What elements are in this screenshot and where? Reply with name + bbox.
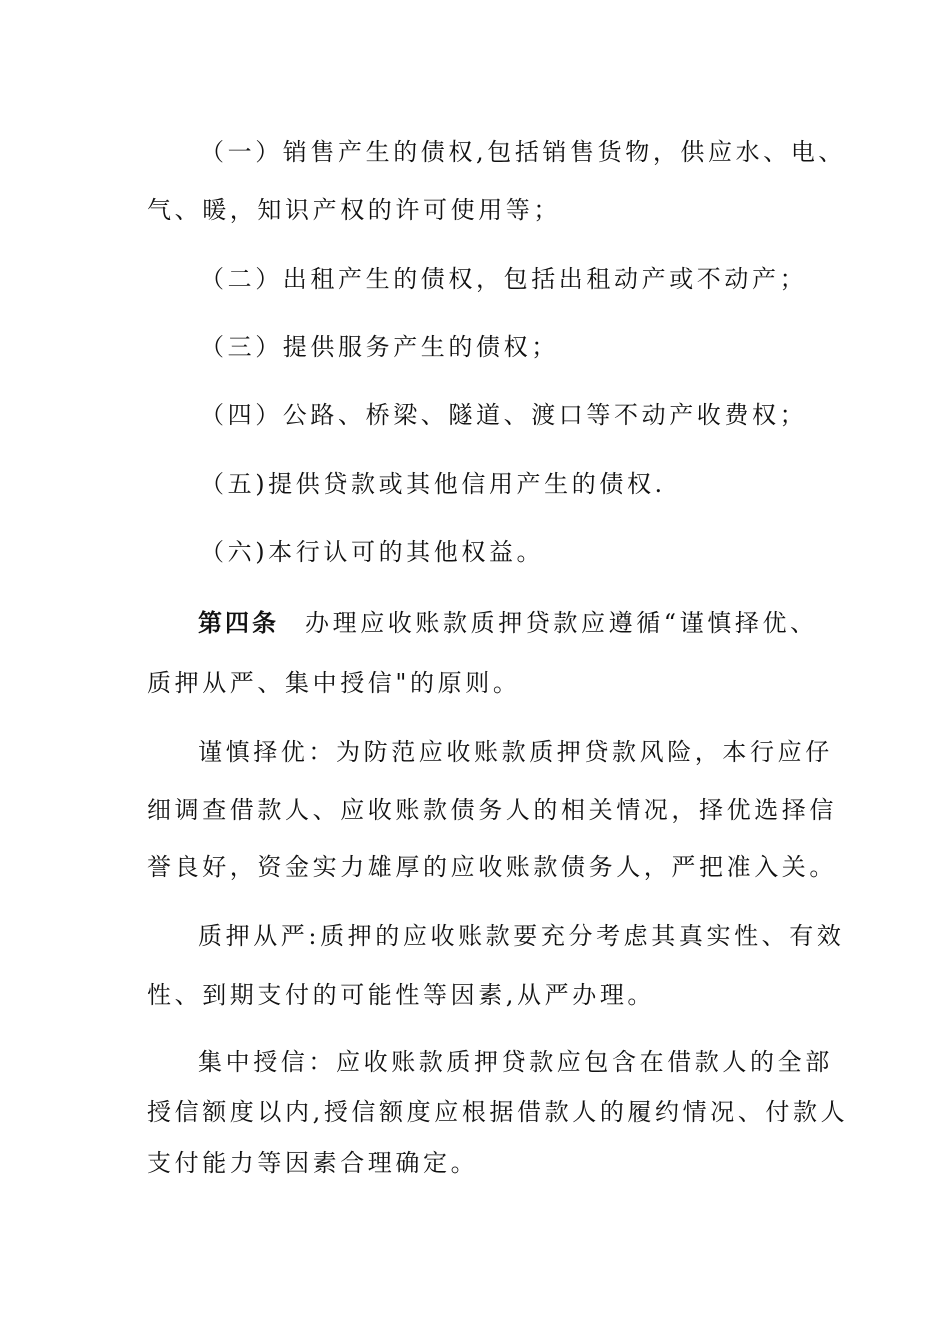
principle-centralized-line-1: 集中授信：应收账款质押贷款应包含在借款人的全部 [198,1048,833,1076]
principle-strict-line-2: 性、到期支付的可能性等因素,从严办理。 [147,981,656,1009]
list-item-1-line-1: （一）销售产生的债权,包括销售货物，供应水、电、 [200,138,847,166]
principle-prudent-line-3: 誉良好，资金实力雄厚的应收账款债务人，严把准入关。 [147,853,837,881]
principle-centralized-line-3: 支付能力等因素合理确定。 [147,1149,479,1177]
principle-centralized-line-2: 授信额度以内,授信额度应根据借款人的履约情况、付款人 [147,1098,849,1126]
list-item-3: （三）提供服务产生的债权； [200,333,559,361]
principle-strict-line-1: 质押从严:质押的应收账款要充分考虑其真实性、有效 [198,922,845,950]
article-4-line-2: 质押从严、集中授信"的原则。 [147,669,521,697]
list-item-4: （四）公路、桥梁、隧道、渡口等不动产收费权； [200,401,808,429]
list-item-2: （二）出租产生的债权，包括出租动产或不动产； [200,265,808,293]
article-4-line-1 [198,607,818,639]
article-4-text: 办理应收账款质押贷款应遵循“谨慎择优、 [305,609,818,637]
list-item-5: （五)提供贷款或其他信用产生的债权. [200,470,666,498]
principle-prudent-line-1: 谨慎择优：为防范应收账款质押贷款风险，本行应仔 [198,738,833,766]
article-4-heading: 第四条 [198,608,279,637]
list-item-1-line-2: 气、暖，知识产权的许可使用等； [147,196,561,224]
list-item-6: （六)本行认可的其他权益。 [200,538,545,566]
principle-prudent-line-2: 细调查借款人、应收账款债务人的相关情况，择优选择信 [147,796,837,824]
